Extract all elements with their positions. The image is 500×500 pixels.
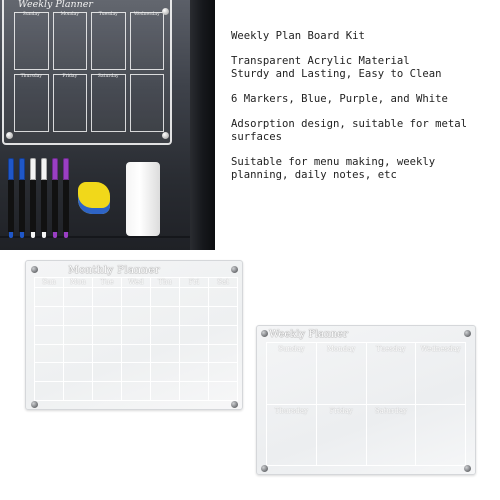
magnet-stud [261,465,268,472]
monthly-day-cell [209,345,238,364]
monthly-day-cell [122,345,151,364]
fridge-edge [190,0,215,250]
monthly-day-cell [64,288,93,307]
monthly-day-cell [93,382,122,401]
monthly-day-cell [35,382,64,401]
magnet-stud [464,330,471,337]
photo-day-cell [14,74,49,132]
weekly-day-label: Wednesday [420,345,461,353]
photo-day-cell [53,74,88,132]
magnet-stud [31,266,38,273]
monthly-day-cell [151,345,180,364]
feature-list [231,30,493,194]
monthly-day-cell [122,288,151,307]
monthly-day-cell [151,326,180,345]
photo-board-title: Weekly Planner [18,0,93,10]
monthly-day-cell [93,326,122,345]
magnet-stud [31,401,38,408]
monthly-day-cell [180,307,209,326]
monthly-day-cell [122,326,151,345]
weekly-day-cell [317,343,367,405]
weekly-day-label: Thursday [274,406,308,415]
feature-item: Suitable for menu making, weekly planning, daily notes, etc [231,156,436,181]
marker [19,158,25,238]
monthly-day-cell [180,288,209,307]
fridge-seam [0,236,190,238]
photo-day-cell [53,12,88,70]
weekly-day-cell [267,405,317,467]
monthly-day-cell [35,288,64,307]
marker [63,158,69,238]
monthly-day-cell [180,345,209,364]
monthly-day-cell [151,363,180,382]
weekly-day-label: Sunday [278,345,305,353]
monthly-day-cell [93,345,122,364]
monthly-day-cell [93,363,122,382]
monthly-day-header: Sun [35,278,64,288]
magnet-stud [464,465,471,472]
weekly-day-cell [267,343,317,405]
monthly-day-cell [64,326,93,345]
marker [8,158,14,238]
photo-day-cell [14,12,49,70]
monthly-day-header: Wed [122,278,151,288]
feature-item: Adsorption design, suitable for metal surfaces [231,118,467,143]
weekly-day-cell [416,343,466,405]
weekly-day-label: Monday [326,345,356,353]
photo-day-label: Sunday [22,12,40,17]
monthly-day-cell [64,363,93,382]
photo-day-label: Thursday [20,74,42,79]
monthly-day-cell [209,307,238,326]
monthly-day-cell [151,382,180,401]
marker [52,158,58,238]
monthly-day-cell [93,288,122,307]
monthly-day-cell [93,307,122,326]
photo-day-label: Friday [62,74,78,79]
monthly-grid [34,277,238,401]
monthly-day-cell [122,307,151,326]
monthly-day-cell [151,288,180,307]
monthly-day-cell [122,363,151,382]
monthly-planner-title: Monthly Planner [68,264,160,276]
marker-holder [126,162,160,236]
monthly-day-header: Sat [209,278,238,288]
weekly-day-cell [367,405,417,467]
monthly-day-cell [35,307,64,326]
weekly-planner-title: Weekly Planner [269,329,348,340]
monthly-day-cell [35,345,64,364]
monthly-day-cell [180,382,209,401]
feature-item: Transparent Acrylic Material Sturdy and Lasting, Easy to Clean [231,55,442,80]
weekly-planner-board [256,325,476,475]
monthly-day-header: Fri [180,278,209,288]
monthly-day-cell [209,288,238,307]
monthly-day-cell [64,382,93,401]
monthly-day-header: Mon [64,278,93,288]
magnet-stud [231,266,238,273]
monthly-day-cell [209,326,238,345]
feature-item: 6 Markers, Blue, Purple, and White [231,93,448,105]
monthly-day-header: Thu [151,278,180,288]
monthly-day-cell [122,382,151,401]
monthly-day-cell [180,326,209,345]
monthly-planner-board [25,260,243,410]
monthly-day-cell [209,363,238,382]
magnet-stud [231,401,238,408]
monthly-day-header: Tue [93,278,122,288]
photo-day-cell [130,12,165,70]
magnet-stud [261,330,268,337]
monthly-day-cell [35,326,64,345]
photo-weekly-board [2,0,172,145]
monthly-day-cell [209,382,238,401]
photo-board-grid [14,12,164,132]
marker [30,158,36,238]
monthly-day-cell [64,345,93,364]
photo-day-label: Wednesday [133,12,160,17]
photo-day-cell [91,12,126,70]
weekly-day-cell [416,405,466,467]
eraser-sponge [78,182,110,214]
photo-day-cell [130,74,165,132]
monthly-day-cell [180,363,209,382]
monthly-day-cell [64,307,93,326]
photo-day-label: Monday [60,12,79,17]
feature-item: Weekly Plan Board Kit [231,30,365,42]
weekly-grid [266,342,466,466]
weekly-day-cell [367,343,417,405]
photo-day-cell [91,74,126,132]
product-photo [0,0,215,250]
photo-day-label: Saturday [97,74,119,79]
monthly-day-cell [35,363,64,382]
marker [41,158,47,238]
magnet-stud [6,132,13,139]
photo-day-label: Tuesday [98,12,118,17]
magnet-stud [162,8,169,15]
weekly-day-label: Tuesday [376,345,406,353]
weekly-day-label: Saturday [374,406,407,415]
weekly-day-label: Friday [329,406,353,415]
weekly-day-cell [317,405,367,467]
magnet-stud [162,132,169,139]
monthly-day-cell [151,307,180,326]
